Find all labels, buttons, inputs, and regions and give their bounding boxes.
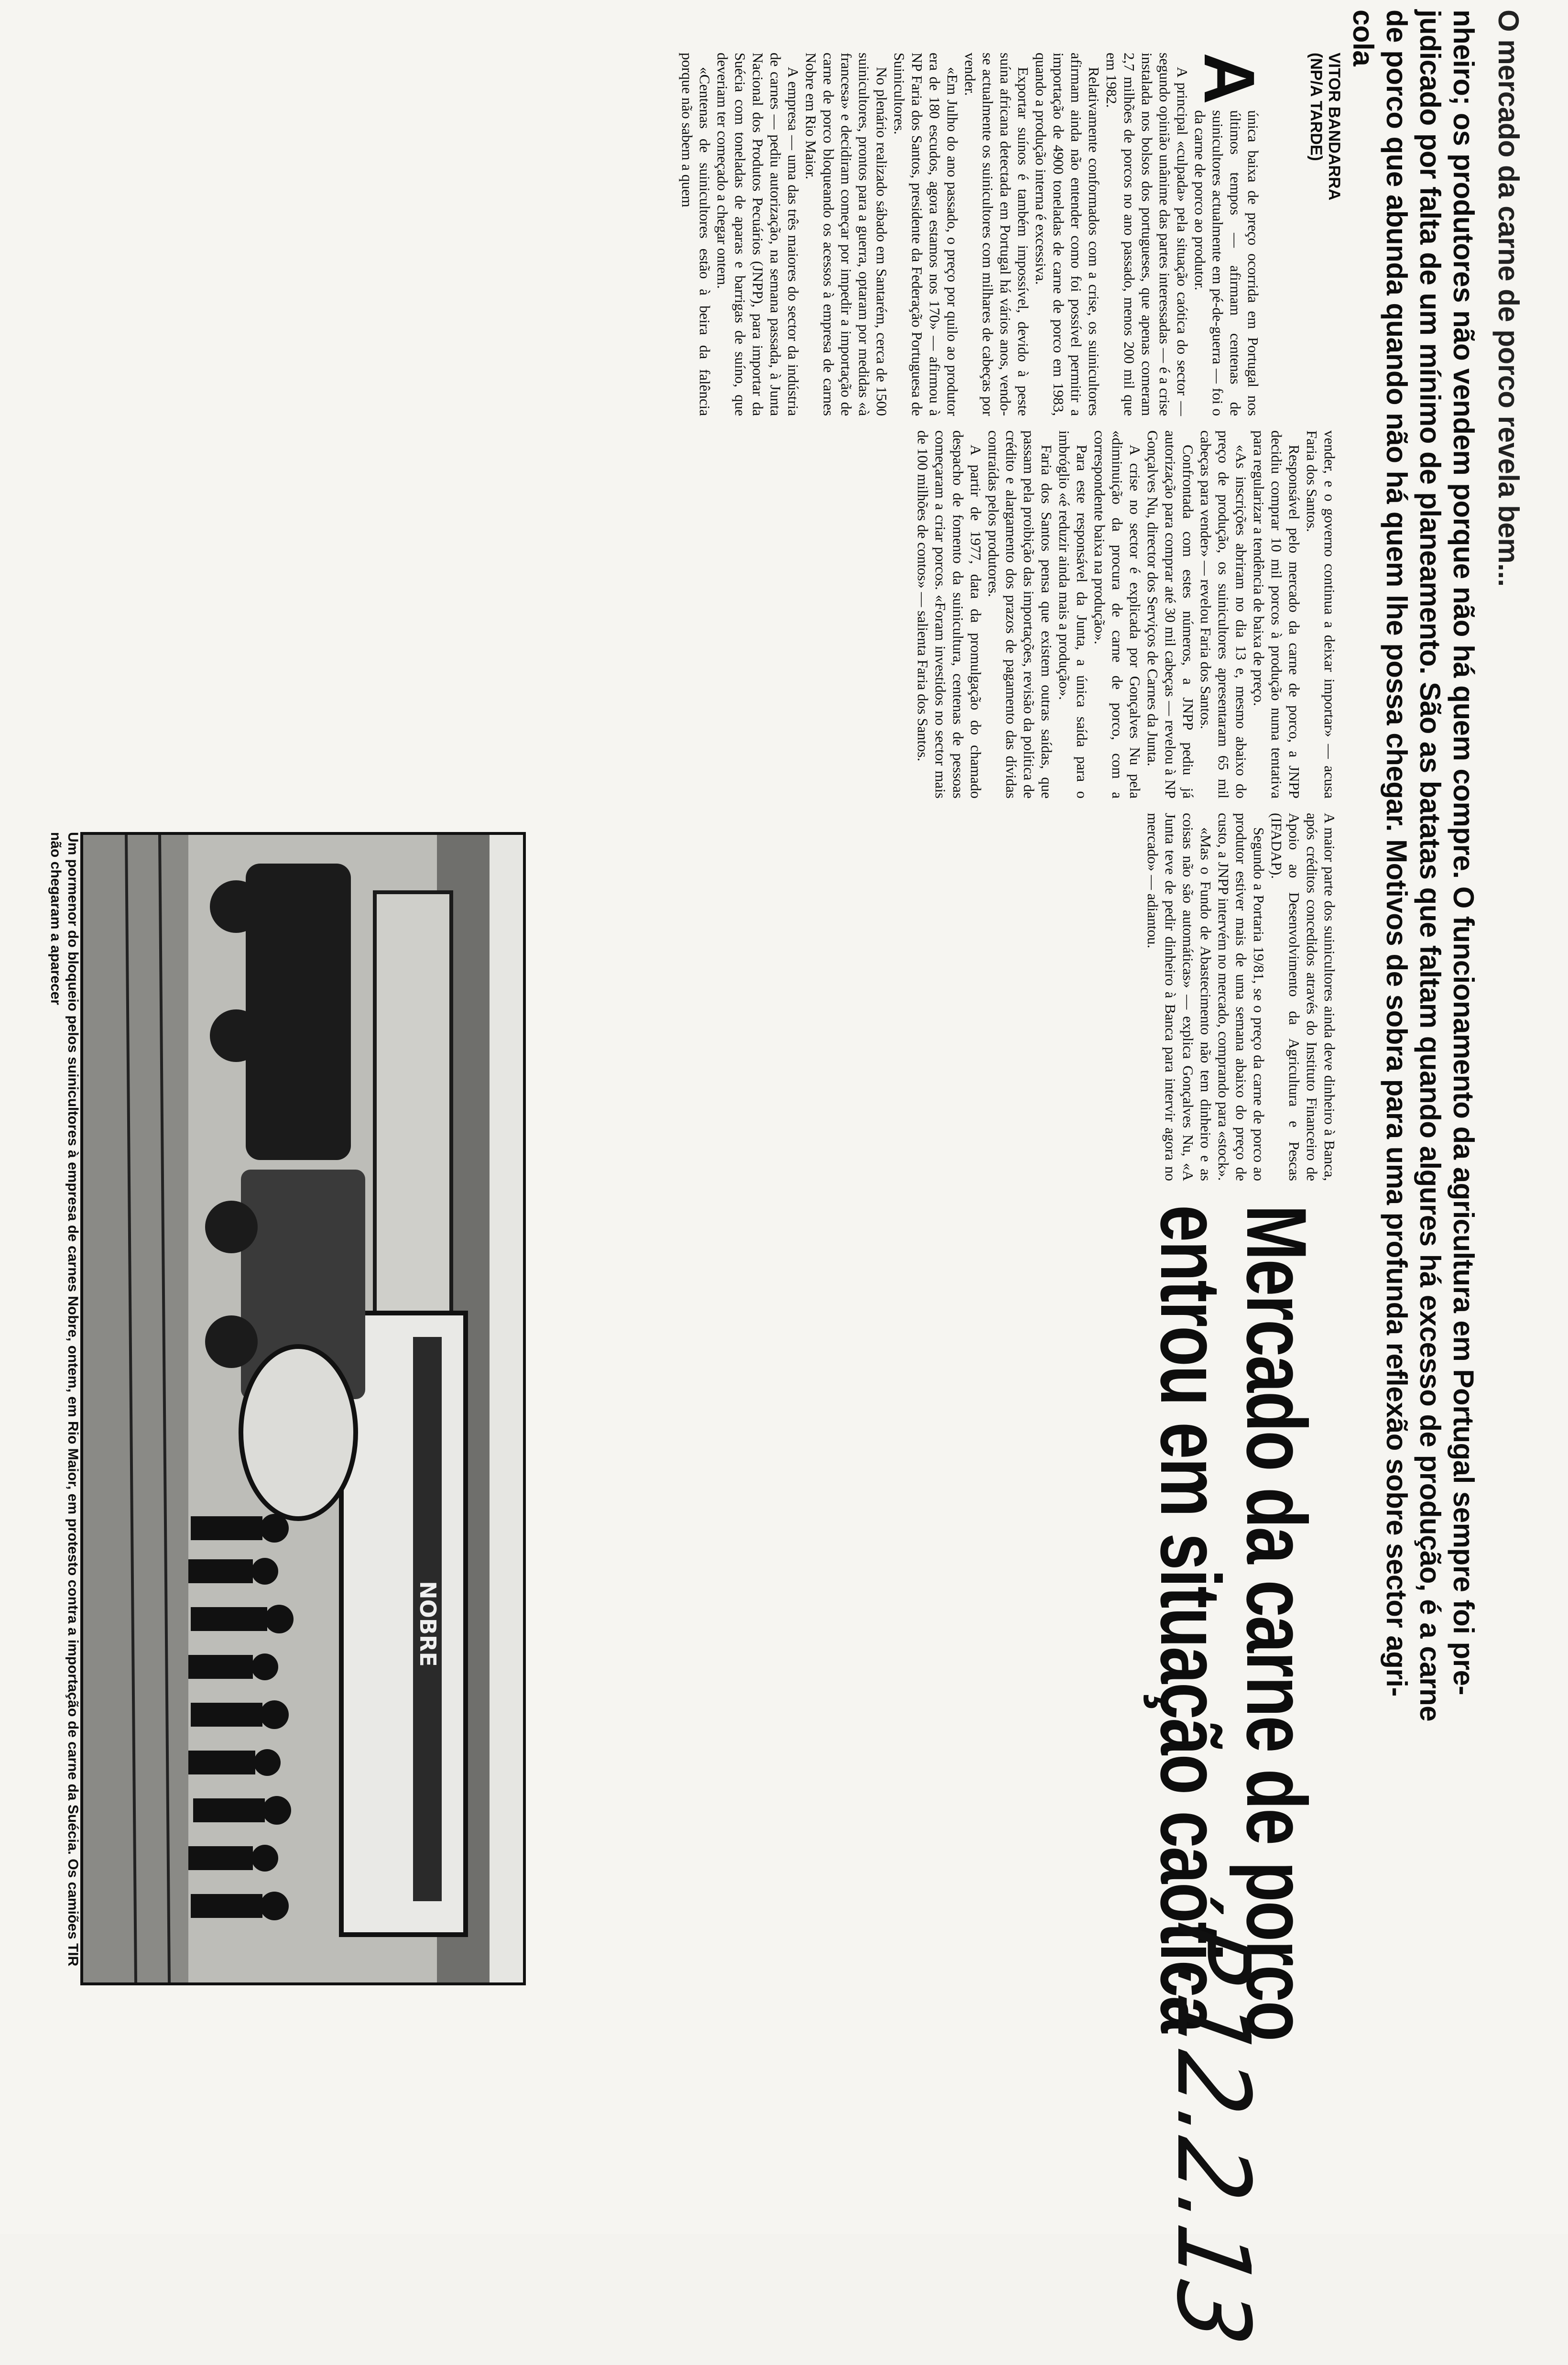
paragraph: A crise no sector é explicada por Gonçalves Nu pela «diminuição da procura de carne de porco, com a correspondente baixa na produção». [1091,430,1143,799]
paragraph: A maior parte dos suinicultores ainda deve dinheiro à Banca, após créditos concedidos através do Instituto Financeiro de Apoio ao Desenvolvimento da Agricultura e Pescas (IFADAP). [1268,813,1338,1181]
photo-sign: NOBRE [415,1581,441,1667]
drop-cap: A [1189,53,1270,105]
handwritten-date: P.12.2.13 [1154,1916,1272,2353]
paragraph: vender, e o governo continua a deixar importar» — acusa Faria dos Santos. [1304,430,1338,799]
paragraph: Exportar suínos é também impossível, devido à peste suína africana detectada em Portugal há vários anos, vendo-se actualmente os suinicultores com milhares de cabeças por vender. [962,53,1032,416]
paragraph: Confrontada com estes números, a JNPP pediu já autorização para comprar até 30 mil cabeças — revelou à NP Gonçalves Nu, director dos Serviços de Carnes da Junta. [1144,430,1197,799]
paragraph: Faria dos Santos pensa que existem outras saídas, que passam pela proibição das importações, revisão da política de crédito e alargamento dos prazos de pagamento das dívidas contraídas pelos produtores. [985,430,1055,799]
article-column-3 [1144,813,1339,1181]
byline [1307,53,1343,339]
paragraph: Para este responsável da Junta, a única saída para o imbróglio «é reduzir ainda mais a produção». [1056,430,1090,799]
paragraph: No plenário realizado sábado em Santarém, cerca de 1500 suinicultores, prontos para a guerra, optaram por medidas «à francesa» e decidiram começar por impedir a importação de carne de porco bloqueando os acessos à empresa de carnes Nobre em Rio Maior. [803,53,890,416]
headline-line-1: Mercado da carne de porco [1229,1205,1324,2040]
photo-illustration [83,835,523,1982]
paragraph: «Centenas de suinicultores estão à beira da falência porque não sabem a quem [679,53,713,416]
news-photo [80,832,526,1985]
paragraph: «Em Julho do ano passado, o preço por quilo ao produtor era de 180 escudos, agora estamos nos 170» — afirmou à NP Faria dos Santos, presidente da Federação Portuguesa de Suinicultores. [891,53,961,416]
paragraph: «As inscrições abriram no dia 13 e, mesmo abaixo do preço de produção, os suinicultores apresentaram 65 mil cabeças para vender» — revelou Faria dos Santos. [1198,430,1250,799]
lead-paragraph [1346,10,1558,2209]
paragraph: A empresa — uma das três maiores do sector da indústria de carnes — pediu autorização, na semana passada, à Junta Nacional dos Produtos Pecuários (JNPP), para importar da Suécia com toneladas de aparas e barrigas de suíno, que deveriam ter começado a chegar ontem. [714,53,802,416]
byline-source: (NP/A TARDE) [1307,53,1325,161]
paragraph: Responsável pelo mercado da carne de porco, a JNPP decidiu comprar 10 mil porcos à produção numa tentativa para regularizar a tendência de baixa de preço. [1251,430,1303,799]
headline-line-2: entrou em situação caótica [1143,1205,1238,2032]
paragraph: A principal «culpada» pela situação caótica do sector — segundo opinião unânime das partes interessadas — é a crise instalada nos bolsos dos portugueses, que apenas comeram 2,7 milhões de porcos no ano passado, menos 200 mil que em 1982. [1103,53,1191,416]
paragraph: Relativamente conformados com a crise, os suinicultores afirmam ainda não entender como foi possível permitir a importação de 4900 toneladas de carne de porco em 1983, quando a produção interna é excessiva. [1033,53,1102,416]
byline-author: VITOR BANDARRA [1325,53,1343,201]
article-column-2 [914,430,1339,799]
paragraph: única baixa de preço ocorrida em Portugal nos últimos tempos — afirmam centenas de suinicultores actualmente em pé-de-guerra — foi o da carne de porco ao produtor. [1192,110,1262,416]
lead-text: nheiro; os produtores não vendem porque não há quem compre. O funcionamento da agricultura em Portugal sempre foi pre- judicado por falta de um mínimo de planeamento. São as batatas que faltam quando algures há excesso de produção, é a carne de porco que abunda quando não há quem lhe possa chegar. Motivos de sobra para uma profunda reflexão sobre sector agri- cola [1347,10,1480,1721]
handwritten-date-annotation [1147,1903,1272,2353]
paragraph: A partir de 1977, data da promulgação do chamado despacho de fomento da suinicultura, centenas de pessoas começaram a criar porcos. «Foram investidos no sector mais de 100 milhões de contos» — salienta Faria dos Santos. [915,430,984,799]
article-column-1 [678,53,1270,416]
paragraph: «Mas o Fundo de Abastecimento não tem dinheiro e as coisas não são automáticas» — explica Gonçalves Nu, «A Junta teve de pedir dinheiro à Banca para intervir agora no mercado» — adiantou. [1144,813,1214,1181]
photo-caption: Um pormenor do bloqueio pelos suinicultores à empresa de carnes Nobre, ontem, em Rio Maior, em protesto contra a importação de carne da Suécia. Os camiões TIR não chegaram a aparecer [48,832,81,1967]
paragraph: Segundo a Portaria 19/81, se o preço da carne de porco ao produtor estiver mais de uma semana abaixo do preço de custo, a JNPP intervém no mercado, comprando para «stock». [1215,813,1267,1181]
lead-cut-line: O mercado da carne de porco revela bem... [1492,10,1524,587]
